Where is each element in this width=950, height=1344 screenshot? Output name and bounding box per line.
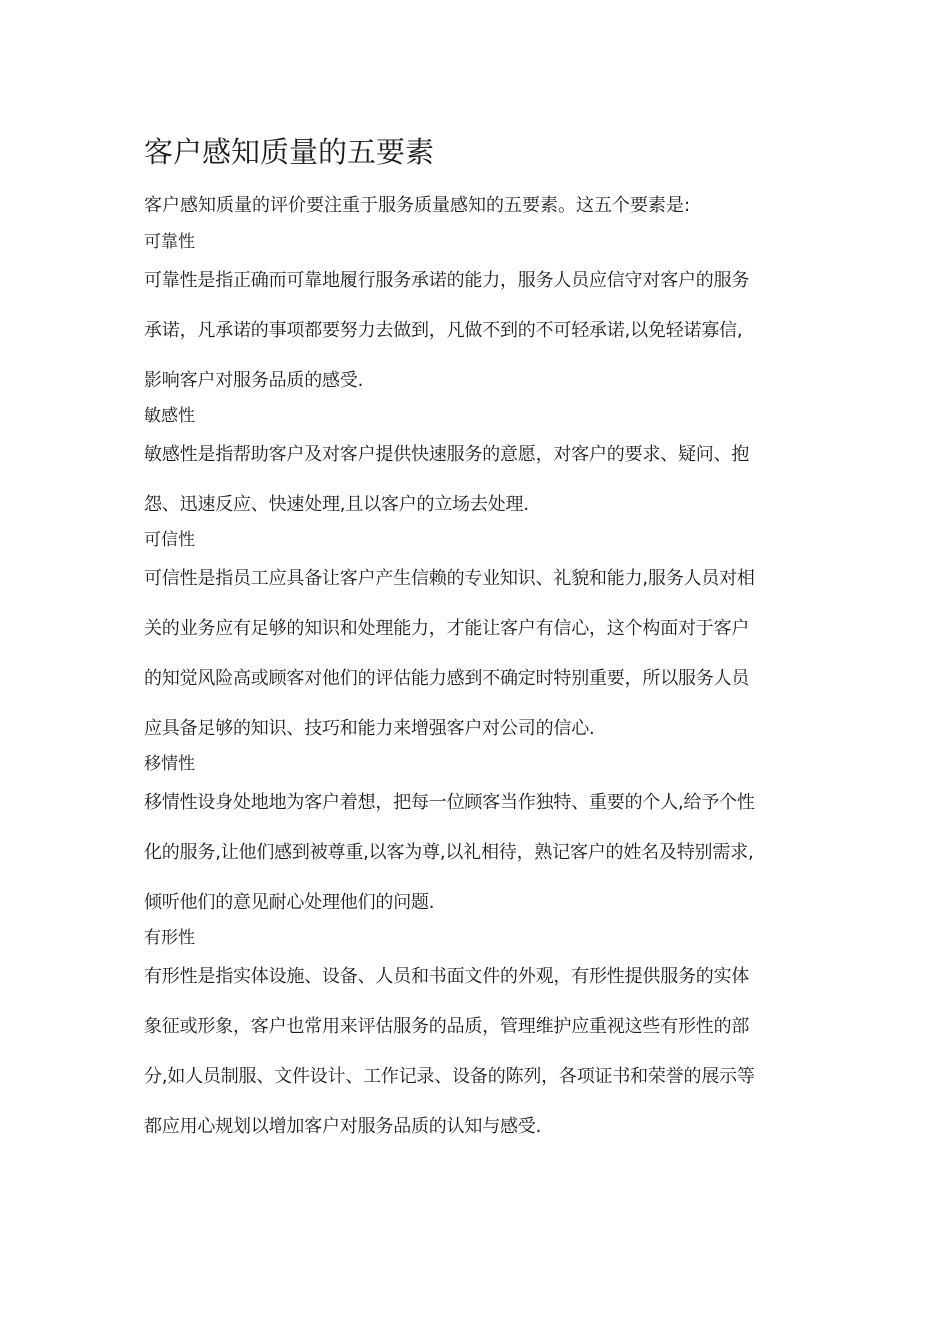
- body-line: 移情性设身处地地为客户着想，把每一位顾客当作独特、重要的个人,给予个性: [144, 792, 755, 813]
- intro-paragraph: 客户感知质量的评价要注重于服务质量感知的五要素。这五个要素是:: [144, 195, 691, 216]
- body-line: 关的业务应有足够的知识和处理能力，才能让客户有信心，这个构面对于客户: [144, 618, 750, 639]
- body-line: 化的服务,让他们感到被尊重,以客为尊,以礼相待，熟记客户的姓名及特别需求,: [144, 842, 754, 863]
- body-line: 的知觉风险高或顾客对他们的评估能力感到不确定时特别重要，所以服务人员: [144, 668, 750, 689]
- body-line: 影响客户对服务品质的感受.: [144, 370, 364, 391]
- body-line: 有形性是指实体设施、设备、人员和书面文件的外观，有形性提供服务的实体: [144, 966, 750, 987]
- section-body: [144, 554, 809, 754]
- section-body: [144, 430, 809, 530]
- section-body: [144, 778, 809, 928]
- page-title: 客户感知质量的五要素: [144, 135, 435, 169]
- section-heading: 移情性: [144, 754, 195, 774]
- body-line: 可靠性是指正确而可靠地履行服务承诺的能力，服务人员应信守对客户的服务: [144, 270, 750, 291]
- section-heading: 可信性: [144, 530, 195, 550]
- body-line: 可信性是指员工应具备让客户产生信赖的专业知识、礼貌和能力,服务人员对相: [144, 568, 755, 589]
- section-heading: 敏感性: [144, 406, 195, 426]
- body-line: 怨、迅速反应、快速处理,且以客户的立场去处理.: [144, 494, 529, 515]
- section-heading: 可靠性: [144, 232, 195, 252]
- body-line: 承诺，凡承诺的事项都要努力去做到，凡做不到的不可轻承诺,以免轻诺寡信,: [144, 320, 743, 341]
- body-line: 倾听他们的意见耐心处理他们的问题.: [144, 892, 435, 913]
- section-heading: 有形性: [144, 928, 195, 948]
- section-tangibles: [144, 924, 809, 1152]
- body-line: 敏感性是指帮助客户及对客户提供快速服务的意愿，对客户的要求、疑问、抱: [144, 444, 750, 465]
- body-line: 分,如人员制服、文件设计、工作记录、设备的陈列，各项证书和荣誉的展示等: [144, 1066, 755, 1087]
- section-body: [144, 256, 809, 406]
- body-line: 应具备足够的知识、技巧和能力来增强客户对公司的信心.: [144, 718, 595, 739]
- section-assurance: [144, 526, 809, 754]
- section-empathy: [144, 750, 809, 928]
- body-line: 都应用心规划以增加客户对服务品质的认知与感受.: [144, 1116, 542, 1137]
- section-reliability: [144, 228, 809, 406]
- section-responsiveness: [144, 402, 809, 530]
- body-line: 象征或形象，客户也常用来评估服务的品质，管理维护应重视这些有形性的部: [144, 1016, 750, 1037]
- section-body: [144, 952, 809, 1152]
